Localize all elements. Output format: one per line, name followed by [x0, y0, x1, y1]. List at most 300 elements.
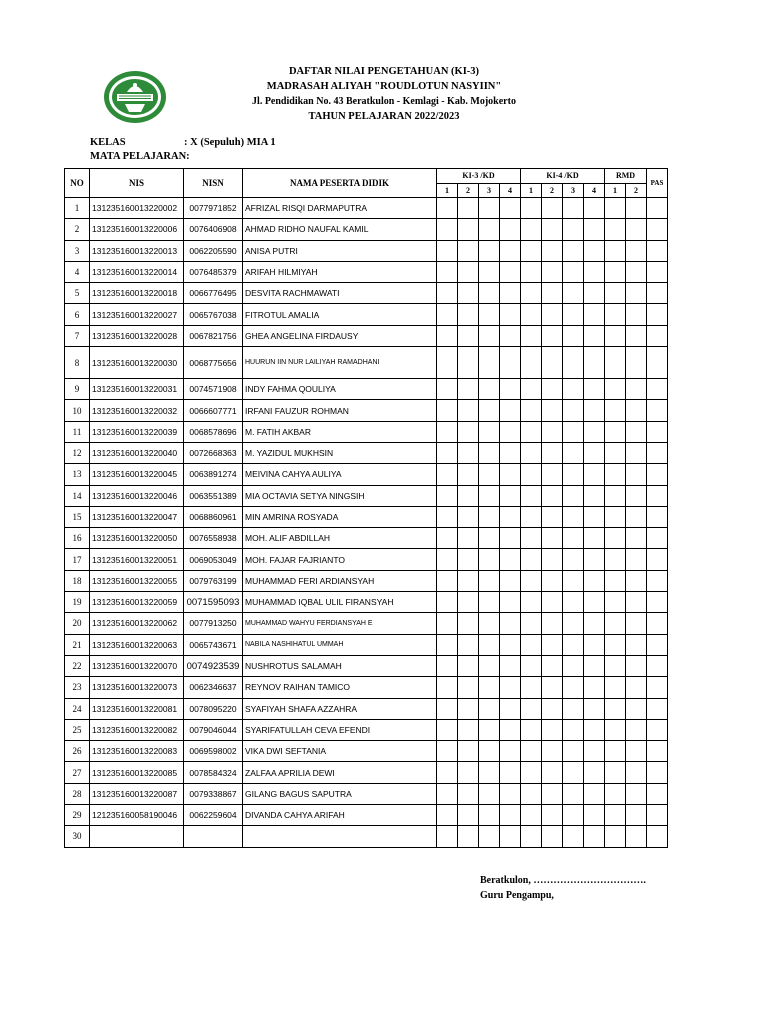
grade-cell[interactable] [605, 464, 626, 485]
grade-cell[interactable] [584, 570, 605, 591]
grade-cell[interactable] [647, 506, 668, 527]
grade-cell[interactable] [500, 485, 521, 506]
grade-cell[interactable] [542, 219, 563, 240]
grade-cell[interactable] [647, 528, 668, 549]
grade-cell[interactable] [605, 400, 626, 421]
grade-cell[interactable] [626, 506, 647, 527]
grade-cell[interactable] [458, 613, 479, 634]
grade-cell[interactable] [458, 783, 479, 804]
grade-cell[interactable] [500, 506, 521, 527]
grade-cell[interactable] [605, 741, 626, 762]
grade-cell[interactable] [605, 613, 626, 634]
grade-cell[interactable] [605, 677, 626, 698]
grade-cell[interactable] [626, 442, 647, 463]
grade-cell[interactable] [542, 283, 563, 304]
grade-cell[interactable] [542, 655, 563, 676]
grade-cell[interactable] [458, 325, 479, 346]
grade-cell[interactable] [500, 613, 521, 634]
grade-cell[interactable] [542, 783, 563, 804]
grade-cell[interactable] [542, 762, 563, 783]
grade-cell[interactable] [500, 261, 521, 282]
grade-cell[interactable] [563, 421, 584, 442]
grade-cell[interactable] [542, 634, 563, 655]
grade-cell[interactable] [605, 219, 626, 240]
grade-cell[interactable] [479, 421, 500, 442]
grade-cell[interactable] [605, 240, 626, 261]
grade-cell[interactable] [437, 379, 458, 400]
grade-cell[interactable] [521, 528, 542, 549]
grade-cell[interactable] [458, 240, 479, 261]
grade-cell[interactable] [542, 549, 563, 570]
grade-cell[interactable] [458, 634, 479, 655]
grade-cell[interactable] [605, 506, 626, 527]
grade-cell[interactable] [437, 719, 458, 740]
grade-cell[interactable] [521, 698, 542, 719]
grade-cell[interactable] [500, 549, 521, 570]
grade-cell[interactable] [605, 805, 626, 826]
grade-cell[interactable] [479, 655, 500, 676]
grade-cell[interactable] [626, 283, 647, 304]
grade-cell[interactable] [500, 719, 521, 740]
grade-cell[interactable] [542, 240, 563, 261]
grade-cell[interactable] [563, 506, 584, 527]
grade-cell[interactable] [584, 283, 605, 304]
grade-cell[interactable] [437, 442, 458, 463]
grade-cell[interactable] [542, 592, 563, 613]
grade-cell[interactable] [626, 198, 647, 219]
grade-cell[interactable] [626, 719, 647, 740]
grade-cell[interactable] [647, 698, 668, 719]
grade-cell[interactable] [542, 719, 563, 740]
grade-cell[interactable] [458, 198, 479, 219]
grade-cell[interactable] [500, 283, 521, 304]
grade-cell[interactable] [437, 347, 458, 379]
grade-cell[interactable] [521, 219, 542, 240]
grade-cell[interactable] [605, 698, 626, 719]
grade-cell[interactable] [542, 805, 563, 826]
grade-cell[interactable] [626, 261, 647, 282]
grade-cell[interactable] [626, 634, 647, 655]
grade-cell[interactable] [563, 261, 584, 282]
grade-cell[interactable] [500, 421, 521, 442]
grade-cell[interactable] [647, 240, 668, 261]
grade-cell[interactable] [437, 634, 458, 655]
grade-cell[interactable] [584, 762, 605, 783]
grade-cell[interactable] [479, 347, 500, 379]
grade-cell[interactable] [500, 304, 521, 325]
grade-cell[interactable] [458, 347, 479, 379]
grade-cell[interactable] [479, 549, 500, 570]
grade-cell[interactable] [479, 219, 500, 240]
grade-cell[interactable] [584, 485, 605, 506]
grade-cell[interactable] [500, 347, 521, 379]
grade-cell[interactable] [437, 400, 458, 421]
grade-cell[interactable] [563, 634, 584, 655]
grade-cell[interactable] [626, 741, 647, 762]
grade-cell[interactable] [584, 592, 605, 613]
grade-cell[interactable] [563, 549, 584, 570]
grade-cell[interactable] [647, 347, 668, 379]
grade-cell[interactable] [626, 805, 647, 826]
grade-cell[interactable] [437, 826, 458, 847]
grade-cell[interactable] [626, 570, 647, 591]
grade-cell[interactable] [563, 826, 584, 847]
grade-cell[interactable] [458, 719, 479, 740]
grade-cell[interactable] [521, 485, 542, 506]
grade-cell[interactable] [584, 261, 605, 282]
grade-cell[interactable] [479, 261, 500, 282]
grade-cell[interactable] [458, 741, 479, 762]
grade-cell[interactable] [521, 677, 542, 698]
grade-cell[interactable] [521, 198, 542, 219]
grade-cell[interactable] [647, 464, 668, 485]
grade-cell[interactable] [563, 719, 584, 740]
grade-cell[interactable] [437, 198, 458, 219]
grade-cell[interactable] [542, 741, 563, 762]
grade-cell[interactable] [542, 325, 563, 346]
grade-cell[interactable] [542, 464, 563, 485]
grade-cell[interactable] [521, 464, 542, 485]
grade-cell[interactable] [437, 655, 458, 676]
grade-cell[interactable] [437, 613, 458, 634]
grade-cell[interactable] [563, 442, 584, 463]
grade-cell[interactable] [479, 442, 500, 463]
grade-cell[interactable] [542, 677, 563, 698]
grade-cell[interactable] [605, 379, 626, 400]
grade-cell[interactable] [521, 719, 542, 740]
grade-cell[interactable] [626, 655, 647, 676]
grade-cell[interactable] [500, 379, 521, 400]
grade-cell[interactable] [542, 613, 563, 634]
grade-cell[interactable] [542, 506, 563, 527]
grade-cell[interactable] [647, 261, 668, 282]
grade-cell[interactable] [563, 304, 584, 325]
grade-cell[interactable] [584, 698, 605, 719]
grade-cell[interactable] [605, 570, 626, 591]
grade-cell[interactable] [563, 485, 584, 506]
grade-cell[interactable] [437, 592, 458, 613]
grade-cell[interactable] [479, 634, 500, 655]
grade-cell[interactable] [479, 528, 500, 549]
grade-cell[interactable] [626, 240, 647, 261]
grade-cell[interactable] [500, 442, 521, 463]
grade-cell[interactable] [605, 528, 626, 549]
grade-cell[interactable] [458, 464, 479, 485]
grade-cell[interactable] [626, 762, 647, 783]
grade-cell[interactable] [647, 325, 668, 346]
grade-cell[interactable] [563, 325, 584, 346]
grade-cell[interactable] [479, 698, 500, 719]
grade-cell[interactable] [458, 442, 479, 463]
grade-cell[interactable] [521, 634, 542, 655]
grade-cell[interactable] [563, 655, 584, 676]
grade-cell[interactable] [605, 325, 626, 346]
grade-cell[interactable] [605, 634, 626, 655]
grade-cell[interactable] [542, 570, 563, 591]
grade-cell[interactable] [437, 485, 458, 506]
grade-cell[interactable] [437, 219, 458, 240]
grade-cell[interactable] [479, 826, 500, 847]
grade-cell[interactable] [500, 570, 521, 591]
grade-cell[interactable] [647, 741, 668, 762]
grade-cell[interactable] [500, 783, 521, 804]
grade-cell[interactable] [647, 485, 668, 506]
grade-cell[interactable] [584, 240, 605, 261]
grade-cell[interactable] [500, 528, 521, 549]
grade-cell[interactable] [458, 826, 479, 847]
grade-cell[interactable] [479, 283, 500, 304]
grade-cell[interactable] [479, 719, 500, 740]
grade-cell[interactable] [584, 325, 605, 346]
grade-cell[interactable] [584, 379, 605, 400]
grade-cell[interactable] [542, 421, 563, 442]
grade-cell[interactable] [605, 783, 626, 804]
grade-cell[interactable] [647, 379, 668, 400]
grade-cell[interactable] [437, 283, 458, 304]
grade-cell[interactable] [605, 592, 626, 613]
grade-cell[interactable] [500, 219, 521, 240]
grade-cell[interactable] [584, 549, 605, 570]
grade-cell[interactable] [584, 783, 605, 804]
grade-cell[interactable] [437, 261, 458, 282]
grade-cell[interactable] [542, 485, 563, 506]
grade-cell[interactable] [605, 421, 626, 442]
grade-cell[interactable] [437, 421, 458, 442]
grade-cell[interactable] [563, 762, 584, 783]
grade-cell[interactable] [479, 400, 500, 421]
grade-cell[interactable] [458, 379, 479, 400]
grade-cell[interactable] [647, 283, 668, 304]
grade-cell[interactable] [437, 805, 458, 826]
grade-cell[interactable] [563, 677, 584, 698]
grade-cell[interactable] [437, 325, 458, 346]
grade-cell[interactable] [626, 421, 647, 442]
grade-cell[interactable] [500, 325, 521, 346]
grade-cell[interactable] [584, 442, 605, 463]
grade-cell[interactable] [458, 421, 479, 442]
grade-cell[interactable] [521, 506, 542, 527]
grade-cell[interactable] [605, 549, 626, 570]
grade-cell[interactable] [605, 826, 626, 847]
grade-cell[interactable] [521, 421, 542, 442]
grade-cell[interactable] [626, 485, 647, 506]
grade-cell[interactable] [521, 304, 542, 325]
grade-cell[interactable] [437, 304, 458, 325]
grade-cell[interactable] [437, 677, 458, 698]
grade-cell[interactable] [500, 198, 521, 219]
grade-cell[interactable] [479, 592, 500, 613]
grade-cell[interactable] [563, 613, 584, 634]
grade-cell[interactable] [542, 442, 563, 463]
grade-cell[interactable] [647, 442, 668, 463]
grade-cell[interactable] [542, 198, 563, 219]
grade-cell[interactable] [563, 198, 584, 219]
grade-cell[interactable] [500, 826, 521, 847]
grade-cell[interactable] [500, 805, 521, 826]
grade-cell[interactable] [479, 762, 500, 783]
grade-cell[interactable] [605, 762, 626, 783]
grade-cell[interactable] [626, 400, 647, 421]
grade-cell[interactable] [647, 592, 668, 613]
grade-cell[interactable] [479, 783, 500, 804]
grade-cell[interactable] [479, 325, 500, 346]
grade-cell[interactable] [563, 464, 584, 485]
grade-cell[interactable] [500, 762, 521, 783]
grade-cell[interactable] [458, 400, 479, 421]
grade-cell[interactable] [458, 304, 479, 325]
grade-cell[interactable] [542, 400, 563, 421]
grade-cell[interactable] [458, 655, 479, 676]
grade-cell[interactable] [584, 464, 605, 485]
grade-cell[interactable] [458, 528, 479, 549]
grade-cell[interactable] [563, 592, 584, 613]
grade-cell[interactable] [605, 283, 626, 304]
grade-cell[interactable] [521, 655, 542, 676]
grade-cell[interactable] [626, 613, 647, 634]
grade-cell[interactable] [458, 805, 479, 826]
grade-cell[interactable] [626, 528, 647, 549]
grade-cell[interactable] [437, 506, 458, 527]
grade-cell[interactable] [437, 549, 458, 570]
grade-cell[interactable] [563, 805, 584, 826]
grade-cell[interactable] [584, 805, 605, 826]
grade-cell[interactable] [647, 219, 668, 240]
grade-cell[interactable] [458, 219, 479, 240]
grade-cell[interactable] [521, 783, 542, 804]
grade-cell[interactable] [521, 549, 542, 570]
grade-cell[interactable] [626, 347, 647, 379]
grade-cell[interactable] [563, 783, 584, 804]
grade-cell[interactable] [647, 719, 668, 740]
grade-cell[interactable] [521, 261, 542, 282]
grade-cell[interactable] [479, 506, 500, 527]
grade-cell[interactable] [647, 655, 668, 676]
grade-cell[interactable] [605, 304, 626, 325]
grade-cell[interactable] [584, 198, 605, 219]
grade-cell[interactable] [521, 570, 542, 591]
grade-cell[interactable] [521, 826, 542, 847]
grade-cell[interactable] [479, 464, 500, 485]
grade-cell[interactable] [584, 219, 605, 240]
grade-cell[interactable] [647, 570, 668, 591]
grade-cell[interactable] [647, 421, 668, 442]
grade-cell[interactable] [626, 783, 647, 804]
grade-cell[interactable] [563, 219, 584, 240]
grade-cell[interactable] [605, 347, 626, 379]
grade-cell[interactable] [521, 613, 542, 634]
grade-cell[interactable] [500, 240, 521, 261]
grade-cell[interactable] [479, 805, 500, 826]
grade-cell[interactable] [458, 485, 479, 506]
grade-cell[interactable] [647, 634, 668, 655]
grade-cell[interactable] [647, 198, 668, 219]
grade-cell[interactable] [605, 719, 626, 740]
grade-cell[interactable] [458, 698, 479, 719]
grade-cell[interactable] [521, 379, 542, 400]
grade-cell[interactable] [605, 485, 626, 506]
grade-cell[interactable] [626, 677, 647, 698]
grade-cell[interactable] [500, 592, 521, 613]
grade-cell[interactable] [521, 283, 542, 304]
grade-cell[interactable] [437, 783, 458, 804]
grade-cell[interactable] [563, 570, 584, 591]
grade-cell[interactable] [458, 677, 479, 698]
grade-cell[interactable] [563, 379, 584, 400]
grade-cell[interactable] [521, 762, 542, 783]
grade-cell[interactable] [458, 762, 479, 783]
grade-cell[interactable] [584, 400, 605, 421]
grade-cell[interactable] [479, 485, 500, 506]
grade-cell[interactable] [626, 549, 647, 570]
grade-cell[interactable] [500, 634, 521, 655]
grade-cell[interactable] [521, 325, 542, 346]
grade-cell[interactable] [479, 304, 500, 325]
grade-cell[interactable] [458, 570, 479, 591]
grade-cell[interactable] [563, 347, 584, 379]
grade-cell[interactable] [542, 347, 563, 379]
grade-cell[interactable] [584, 421, 605, 442]
grade-cell[interactable] [647, 400, 668, 421]
grade-cell[interactable] [647, 762, 668, 783]
grade-cell[interactable] [479, 379, 500, 400]
grade-cell[interactable] [542, 379, 563, 400]
grade-cell[interactable] [563, 741, 584, 762]
grade-cell[interactable] [458, 592, 479, 613]
grade-cell[interactable] [521, 805, 542, 826]
grade-cell[interactable] [647, 826, 668, 847]
grade-cell[interactable] [605, 655, 626, 676]
grade-cell[interactable] [479, 613, 500, 634]
grade-cell[interactable] [479, 198, 500, 219]
grade-cell[interactable] [647, 613, 668, 634]
grade-cell[interactable] [584, 634, 605, 655]
grade-cell[interactable] [521, 400, 542, 421]
grade-cell[interactable] [584, 655, 605, 676]
grade-cell[interactable] [500, 400, 521, 421]
grade-cell[interactable] [542, 304, 563, 325]
grade-cell[interactable] [584, 528, 605, 549]
grade-cell[interactable] [458, 261, 479, 282]
grade-cell[interactable] [437, 464, 458, 485]
grade-cell[interactable] [437, 762, 458, 783]
grade-cell[interactable] [521, 592, 542, 613]
grade-cell[interactable] [500, 741, 521, 762]
grade-cell[interactable] [584, 719, 605, 740]
grade-cell[interactable] [605, 442, 626, 463]
grade-cell[interactable] [626, 304, 647, 325]
grade-cell[interactable] [563, 528, 584, 549]
grade-cell[interactable] [563, 283, 584, 304]
grade-cell[interactable] [437, 570, 458, 591]
grade-cell[interactable] [584, 613, 605, 634]
grade-cell[interactable] [521, 741, 542, 762]
grade-cell[interactable] [647, 304, 668, 325]
grade-cell[interactable] [584, 826, 605, 847]
grade-cell[interactable] [500, 698, 521, 719]
grade-cell[interactable] [647, 783, 668, 804]
grade-cell[interactable] [458, 506, 479, 527]
grade-cell[interactable] [542, 528, 563, 549]
grade-cell[interactable] [584, 347, 605, 379]
grade-cell[interactable] [605, 261, 626, 282]
grade-cell[interactable] [458, 283, 479, 304]
grade-cell[interactable] [647, 549, 668, 570]
grade-cell[interactable] [479, 741, 500, 762]
grade-cell[interactable] [437, 741, 458, 762]
grade-cell[interactable] [626, 325, 647, 346]
grade-cell[interactable] [479, 570, 500, 591]
grade-cell[interactable] [521, 240, 542, 261]
